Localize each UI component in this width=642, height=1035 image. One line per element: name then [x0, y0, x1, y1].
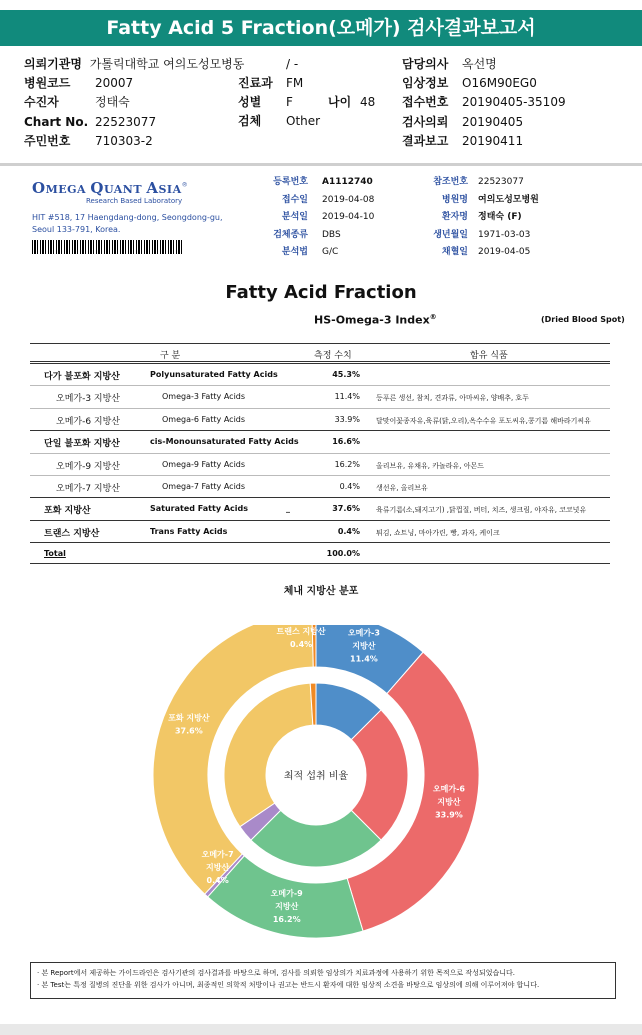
table-row	[30, 453, 610, 475]
slice-value-label: 16.2%	[272, 914, 301, 924]
row-value: 33.9%	[334, 414, 360, 424]
request-date-value: 20190405	[462, 115, 524, 129]
slice-name-label: 지방산	[275, 901, 299, 911]
footer-band	[0, 1024, 642, 1035]
slice-name-label: 오메가-6	[432, 784, 465, 794]
row-english-name: Omega-9 Fatty Acids	[162, 459, 246, 469]
resident-no-value: 710303-2	[95, 134, 153, 148]
table-row	[30, 497, 610, 519]
table-row	[30, 520, 610, 542]
meta-left-label: 등록번호	[273, 177, 308, 187]
meta-left-label: 분석법	[281, 247, 308, 257]
row-korean-name: 다가 불포화 지방산	[44, 372, 120, 382]
table-bottom-rule	[30, 563, 610, 564]
sex-label: 성별	[238, 95, 262, 109]
section-title: Fatty Acid Fraction	[225, 282, 417, 303]
fatty-acid-table	[30, 343, 610, 563]
meta-left-row	[250, 246, 338, 258]
slice-value-label: 0.4%	[206, 875, 229, 885]
index-title: HS-Omega-3 Index®	[314, 313, 437, 327]
department-value: FM	[286, 76, 304, 90]
slice-name-label: 오메가-3	[347, 628, 380, 638]
meta-right-value: 정태숙 (F)	[478, 212, 522, 222]
meta-left-label: 검체종류	[273, 229, 308, 240]
header-foods: 함유 식품	[470, 351, 508, 361]
lab-address-2: Seoul 133-791, Korea.	[32, 225, 121, 234]
disclaimer-line-1: · 본 Report에서 제공하는 가이드라인은 검사기관의 검사결과를 바탕으로 하며, 검사를 의뢰한 임상의가 치료과정에 사용하기 위한 목적으로 작성되었습니다.	[37, 969, 515, 977]
clinical-info-value: O16M90EG0	[462, 76, 537, 90]
specimen-value: Other	[286, 114, 321, 128]
meta-left-label: 분석일	[281, 212, 308, 222]
row-english-name: Omega-6 Fatty Acids	[162, 414, 246, 424]
meta-right-label: 생년월일	[433, 229, 468, 240]
lab-tagline: Research Based Laboratory	[86, 197, 183, 205]
request-date-label: 검사의뢰	[402, 115, 449, 129]
receipt-no-value: 20190405-35109	[462, 95, 566, 109]
meta-right-label: 채혈일	[441, 247, 468, 257]
header-value: 측정 수치	[314, 351, 352, 361]
row-korean-name: 오메가-7 지방산	[56, 484, 120, 494]
chart-no-label: Chart No.	[24, 115, 89, 129]
table-row	[30, 385, 610, 407]
meta-left-value: G/C	[322, 247, 339, 257]
barcode	[32, 240, 182, 254]
report-title: Fatty Acid 5 Fraction(오메가) 검사결과보고서	[0, 10, 642, 46]
row-value: 0.4%	[337, 526, 360, 536]
doctor-label: 담당의사	[402, 57, 449, 71]
meta-left-row	[250, 194, 374, 206]
table-header	[30, 343, 610, 362]
slice-name-label: 포화 지방산	[168, 713, 210, 723]
clinical-info-label: 임상정보	[402, 76, 449, 90]
row-english-name: Omega-3 Fatty Acids	[162, 392, 246, 402]
slice-name-label: 지방산	[437, 797, 461, 807]
row-dash: _	[286, 504, 290, 514]
meta-left-row	[250, 229, 341, 241]
report-date-value: 20190411	[462, 134, 524, 148]
row-foods: 등푸른 생선, 참치, 견과류, 아마씨유, 양배추, 호두	[376, 394, 529, 403]
receipt-no-label: 접수번호	[402, 95, 449, 109]
total-row	[30, 542, 610, 564]
row-value: 45.3%	[332, 370, 360, 379]
meta-right-label: 환자명	[441, 212, 468, 222]
header-category: 구 분	[160, 351, 181, 361]
meta-left-row	[250, 211, 374, 223]
meta-left-value: A1112740	[322, 177, 373, 187]
meta-right-value: 22523077	[478, 177, 524, 187]
meta-right-value: 1971-03-03	[478, 229, 531, 240]
total-value: 100.0%	[326, 549, 360, 559]
meta-right-label: 참조번호	[433, 177, 468, 187]
meta-right-label: 병원명	[441, 194, 468, 205]
table-row	[30, 363, 610, 385]
row-korean-name: 오메가-3 지방산	[56, 394, 120, 405]
donut-center-label: 최적 섭취 비율	[283, 771, 349, 782]
meta-left-label: 접수일	[281, 194, 308, 205]
slice-name-label: 지방산	[206, 862, 230, 872]
patient-value: 정태숙	[95, 95, 130, 109]
row-foods: 올리브유, 유채유, 카놀라유, 아몬드	[376, 461, 485, 470]
row-foods: 달맞이꽃종자유,육류(닭,오리),옥수수유 포도씨유,콩기름 해바라기씨유	[376, 416, 591, 425]
row-value: 11.4%	[334, 392, 360, 402]
institution-extra: / -	[286, 57, 299, 71]
sex-value: F	[286, 95, 293, 109]
resident-no-label: 주민번호	[24, 134, 71, 148]
row-korean-name: 단일 불포화 지방산	[44, 439, 120, 450]
slice-name-label: 오메가-7	[201, 849, 234, 859]
slice-name-label: 오메가-9	[270, 888, 303, 898]
slice-name-label: 지방산	[352, 641, 376, 651]
age-value: 48	[360, 95, 376, 109]
department-label: 진료과	[238, 76, 273, 90]
row-foods: 생선유, 올리브유	[376, 484, 428, 492]
row-korean-name: 포화 지방산	[44, 506, 91, 517]
meta-right-value: 여의도성모병원	[478, 194, 539, 205]
row-value: 37.6%	[332, 504, 360, 514]
meta-left-value: 2019-04-10	[322, 212, 375, 222]
slice-value-label: 33.9%	[435, 810, 463, 820]
doctor-value: 옥선명	[462, 57, 497, 71]
chart-title: 체내 지방산 분포	[283, 586, 359, 597]
section-divider	[0, 163, 642, 166]
meta-left-row	[250, 176, 373, 188]
age-label: 나이	[328, 95, 352, 109]
table-row	[30, 475, 610, 497]
slice-value-label: 37.6%	[174, 726, 203, 736]
meta-left-value: DBS	[322, 229, 341, 240]
row-korean-name: 오메가-6 지방산	[56, 416, 120, 427]
row-english-name: Omega-7 Fatty Acids	[162, 482, 246, 491]
institution-label: 의뢰기관명	[24, 57, 82, 71]
row-english-name: cis-Monounsaturated Fatty Acids	[150, 437, 299, 447]
table-row	[30, 430, 610, 452]
row-english-name: Trans Fatty Acids	[150, 526, 228, 536]
slice-value-label: 11.4%	[350, 654, 378, 664]
fatty-acid-donut-chart	[151, 625, 491, 945]
meta-right-row	[410, 211, 522, 223]
row-english-name: Saturated Fatty Acids	[150, 504, 248, 514]
lab-logo: OMEGA QUANT ASIA®	[32, 179, 188, 197]
institution-value: 가톨릭대학교 여의도성모병동	[89, 57, 245, 71]
slice-value-label: 0.4%	[289, 639, 313, 649]
slice-name-label: 트랜스 지방산	[276, 626, 326, 636]
meta-right-row	[410, 246, 530, 258]
hospital-code-value: 20007	[95, 76, 134, 90]
meta-right-row	[410, 229, 530, 241]
disclaimer-box	[30, 962, 616, 999]
lab-address-1: HIT #518, 17 Haengdang-dong, Seongdong-gu,	[32, 213, 223, 222]
row-english-name: Polyunsaturated Fatty Acids	[150, 370, 278, 379]
meta-right-value: 2019-04-05	[478, 247, 531, 257]
disclaimer-line-2: · 본 Test는 특정 질병의 진단을 위한 검사가 아니며, 최종적인 의학적 처방이나 권고는 반드시 환자에 대한 임상적 소견을 바탕으로 임상의에 의해 이루어져야 합니다.	[37, 981, 540, 989]
specimen-label: 검체	[238, 114, 262, 128]
meta-left-value: 2019-04-08	[322, 194, 375, 205]
report-date-label: 결과보고	[402, 134, 449, 148]
row-korean-name: 트랜스 지방산	[44, 528, 100, 539]
row-value: 16.6%	[332, 437, 360, 447]
hospital-code-label: 병원코드	[24, 76, 71, 90]
row-foods: 튀김, 쇼트닝, 마아가린, 빵, 과자, 케이크	[376, 528, 500, 537]
meta-right-row	[410, 176, 524, 188]
dried-blood-spot: (Dried Blood Spot)	[541, 315, 625, 324]
institution-row	[24, 57, 244, 72]
meta-right-row	[410, 194, 539, 206]
chart-no-value: 22523077	[95, 115, 157, 129]
patient-label: 수진자	[24, 95, 59, 109]
table-row	[30, 408, 610, 430]
row-value: 0.4%	[339, 482, 360, 491]
row-foods: 육류기름(소,돼지고기) ,닭껍질, 버터, 치즈, 생크림, 야자유, 코코넛유	[376, 506, 587, 515]
row-korean-name: 오메가-9 지방산	[56, 461, 120, 472]
row-value: 16.2%	[334, 459, 360, 469]
total-label: Total	[44, 549, 66, 559]
